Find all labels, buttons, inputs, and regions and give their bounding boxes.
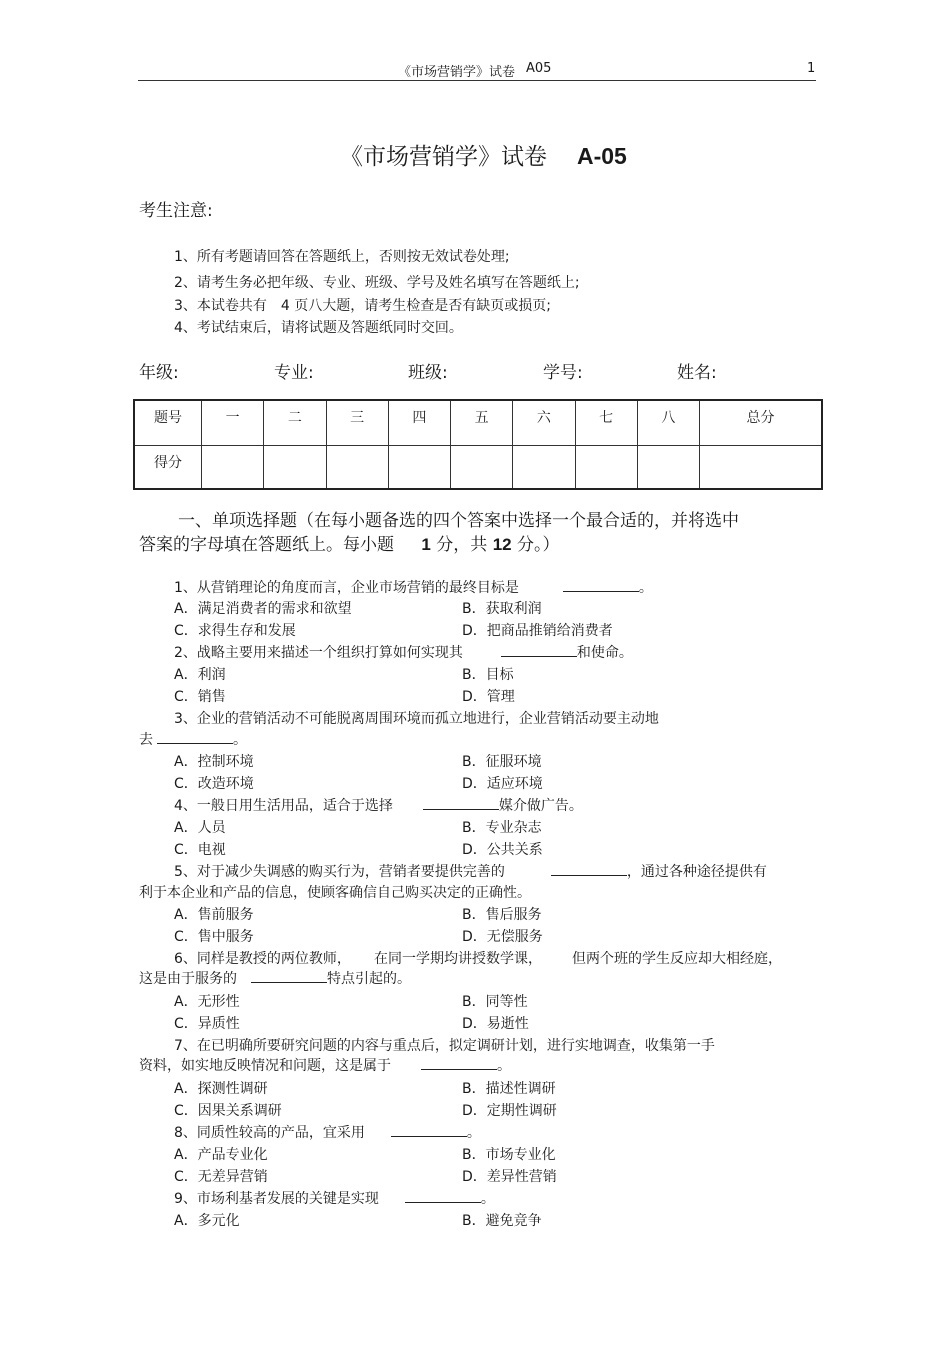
option-a: A．人员 <box>174 820 226 836</box>
score-cell <box>388 446 450 490</box>
page-title-code: A-05 <box>577 143 627 169</box>
header-title: 《市场营销学》试卷 <box>398 65 516 80</box>
score-cell <box>451 446 513 490</box>
page-title-main: 《市场营销学》试卷 <box>340 144 547 170</box>
question-stem-cont <box>139 1055 511 1075</box>
score-table <box>133 399 823 490</box>
answer-blank <box>421 1057 497 1070</box>
score-cell <box>700 446 823 490</box>
score-header-cell: 三 <box>326 400 388 446</box>
question-stem: 3、企业的营销活动不可能脱离周围环境而孤立地进行，企业营销活动要主动地 <box>174 711 659 727</box>
page-number: 1 <box>807 61 816 76</box>
option-b: B．同等性 <box>462 994 528 1010</box>
notice-item: 4、考试结束后，请将试题及答题纸同时交回。 <box>174 320 463 336</box>
option-c: C．电视 <box>174 842 226 858</box>
option-a: A．控制环境 <box>174 754 254 770</box>
notice-item: 2、请考生务必把年级、专业、班级、学号及姓名填写在答题纸上; <box>174 275 580 291</box>
question-text: 特点引起的。 <box>327 971 411 987</box>
score-cell <box>575 446 637 490</box>
question-text: ，通过各种途径提供有 <box>626 864 767 880</box>
question-text: 去 <box>139 732 153 748</box>
answer-blank <box>551 863 627 876</box>
field-grade: 年级: <box>139 363 179 383</box>
option-b: B．征服环境 <box>462 754 542 770</box>
option-d: D．公共关系 <box>462 842 543 858</box>
score-cell <box>637 446 699 490</box>
answer-blank <box>563 579 639 592</box>
section-text: 分。） <box>517 535 560 555</box>
question-stem <box>174 861 767 881</box>
question-stem: 7、在已明确所要研究问题的内容与重点后，拟定调研计划，进行实地调查，收集第一手 <box>174 1038 715 1054</box>
notice-item: 1、所有考题请回答在答题纸上，否则按无效试卷处理; <box>174 249 510 265</box>
score-header-cell: 七 <box>575 400 637 446</box>
score-cell <box>264 446 326 490</box>
score-header-cell: 四 <box>388 400 450 446</box>
answer-blank <box>391 1124 467 1137</box>
score-header-cell: 题号 <box>134 400 202 446</box>
answer-blank <box>157 731 233 744</box>
question-text: 资料，如实地反映情况和问题，这是属于 <box>139 1058 391 1074</box>
option-a: A．利润 <box>174 667 226 683</box>
option-c: C．异质性 <box>174 1016 240 1032</box>
question-stem-cont: 利于本企业和产品的信息，使顾客确信自己购买决定的正确性。 <box>139 885 531 901</box>
option-a: A．无形性 <box>174 994 240 1010</box>
question-stem <box>174 1122 481 1142</box>
field-student-id: 学号: <box>543 363 583 383</box>
option-a: A．满足消费者的需求和欲望 <box>174 601 352 617</box>
question-text: 。 <box>233 732 247 748</box>
option-b: B．目标 <box>462 667 514 683</box>
score-row-label: 得分 <box>134 446 202 490</box>
question-stem-cont <box>139 729 247 749</box>
option-d: D．易逝性 <box>462 1016 529 1032</box>
question-stem-cont <box>139 968 411 988</box>
option-d: D．无偿服务 <box>462 929 543 945</box>
question-stem <box>174 795 583 815</box>
answer-blank <box>501 644 577 657</box>
answer-blank <box>405 1190 481 1203</box>
score-cell <box>326 446 388 490</box>
option-a: A．产品专业化 <box>174 1147 268 1163</box>
header-divider <box>138 80 816 81</box>
question-text: 1、从营销理论的角度而言，企业市场营销的最终目标是 <box>174 580 519 596</box>
question-stem: 在同一学期均讲授数学课， <box>374 951 542 967</box>
option-c: C．因果关系调研 <box>174 1103 282 1119</box>
option-c: C．销售 <box>174 689 226 705</box>
question-text: 。 <box>480 1191 495 1207</box>
score-header-cell: 二 <box>264 400 326 446</box>
section-heading-line2 <box>139 530 560 555</box>
option-a: A．多元化 <box>174 1213 240 1229</box>
field-name: 姓名: <box>677 363 717 383</box>
question-text: 4、一般日用生活用品，适合于选择 <box>174 798 393 814</box>
score-header-cell: 总分 <box>700 400 823 446</box>
header-code: A05 <box>526 61 552 76</box>
score-cell <box>513 446 575 490</box>
option-b: B．专业杂志 <box>462 820 542 836</box>
option-d: D．把商品推销给消费者 <box>462 623 613 639</box>
score-header-row <box>134 400 822 446</box>
section-total: 12 <box>492 535 512 554</box>
notice-item: 3、本试卷共有 4 页八大题，请考生检查是否有缺页或损页; <box>174 298 551 314</box>
option-d: D．适应环境 <box>462 776 543 792</box>
option-d: D．管理 <box>462 689 515 705</box>
option-a: A．探测性调研 <box>174 1081 268 1097</box>
question-text: 5、对于减少失调感的购买行为，营销者要提供完善的 <box>174 864 505 880</box>
question-text: 2、战略主要用来描述一个组织打算如何实现其 <box>174 645 463 661</box>
section-text: 分，共 <box>436 535 488 555</box>
section-text: 答案的字母填在答题纸上。每小题 <box>139 535 394 555</box>
score-header-cell: 一 <box>202 400 264 446</box>
answer-blank <box>423 797 499 810</box>
option-b: B．描述性调研 <box>462 1081 556 1097</box>
score-header-cell: 五 <box>451 400 513 446</box>
option-a: A．售前服务 <box>174 907 254 923</box>
field-major: 专业: <box>274 363 314 383</box>
question-stem <box>174 642 633 662</box>
answer-blank <box>251 970 327 983</box>
option-c: C．无差异营销 <box>174 1169 268 1185</box>
question-text: 9、市场利基者发展的关键是实现 <box>174 1191 379 1207</box>
field-class: 班级: <box>408 363 448 383</box>
score-header-cell: 六 <box>513 400 575 446</box>
option-c: C．改造环境 <box>174 776 254 792</box>
score-header-cell: 八 <box>637 400 699 446</box>
score-row <box>134 446 822 490</box>
question-text: 。 <box>497 1058 511 1074</box>
question-text: 。 <box>638 580 653 596</box>
question-text: 这是由于服务的 <box>139 971 237 987</box>
question-text: 8、同质性较高的产品，宜采用 <box>174 1125 365 1141</box>
option-b: B．售后服务 <box>462 907 542 923</box>
question-stem <box>174 577 653 597</box>
notice-heading: 考生注意: <box>139 201 213 221</box>
option-b: B．避免竞争 <box>462 1213 542 1229</box>
option-c: C．售中服务 <box>174 929 254 945</box>
section-heading: 一、单项选择题（在每小题备选的四个答案中选择一个最合适的，并将选中 <box>178 511 739 531</box>
question-text: 媒介做广告。 <box>498 798 583 814</box>
option-d: D．定期性调研 <box>462 1103 557 1119</box>
option-b: B．获取利润 <box>462 601 542 617</box>
option-c: C．求得生存和发展 <box>174 623 296 639</box>
score-cell <box>202 446 264 490</box>
question-stem: 但两个班的学生反应却大相经庭， <box>572 951 782 967</box>
page-title <box>340 138 627 171</box>
option-d: D．差异性营销 <box>462 1169 557 1185</box>
question-stem: 6、同样是教授的两位教师， <box>174 951 351 967</box>
question-stem <box>174 1188 495 1208</box>
option-b: B．市场专业化 <box>462 1147 556 1163</box>
question-text: 。 <box>466 1125 481 1141</box>
section-points: 1 <box>421 535 431 554</box>
question-text: 和使命。 <box>576 645 633 661</box>
